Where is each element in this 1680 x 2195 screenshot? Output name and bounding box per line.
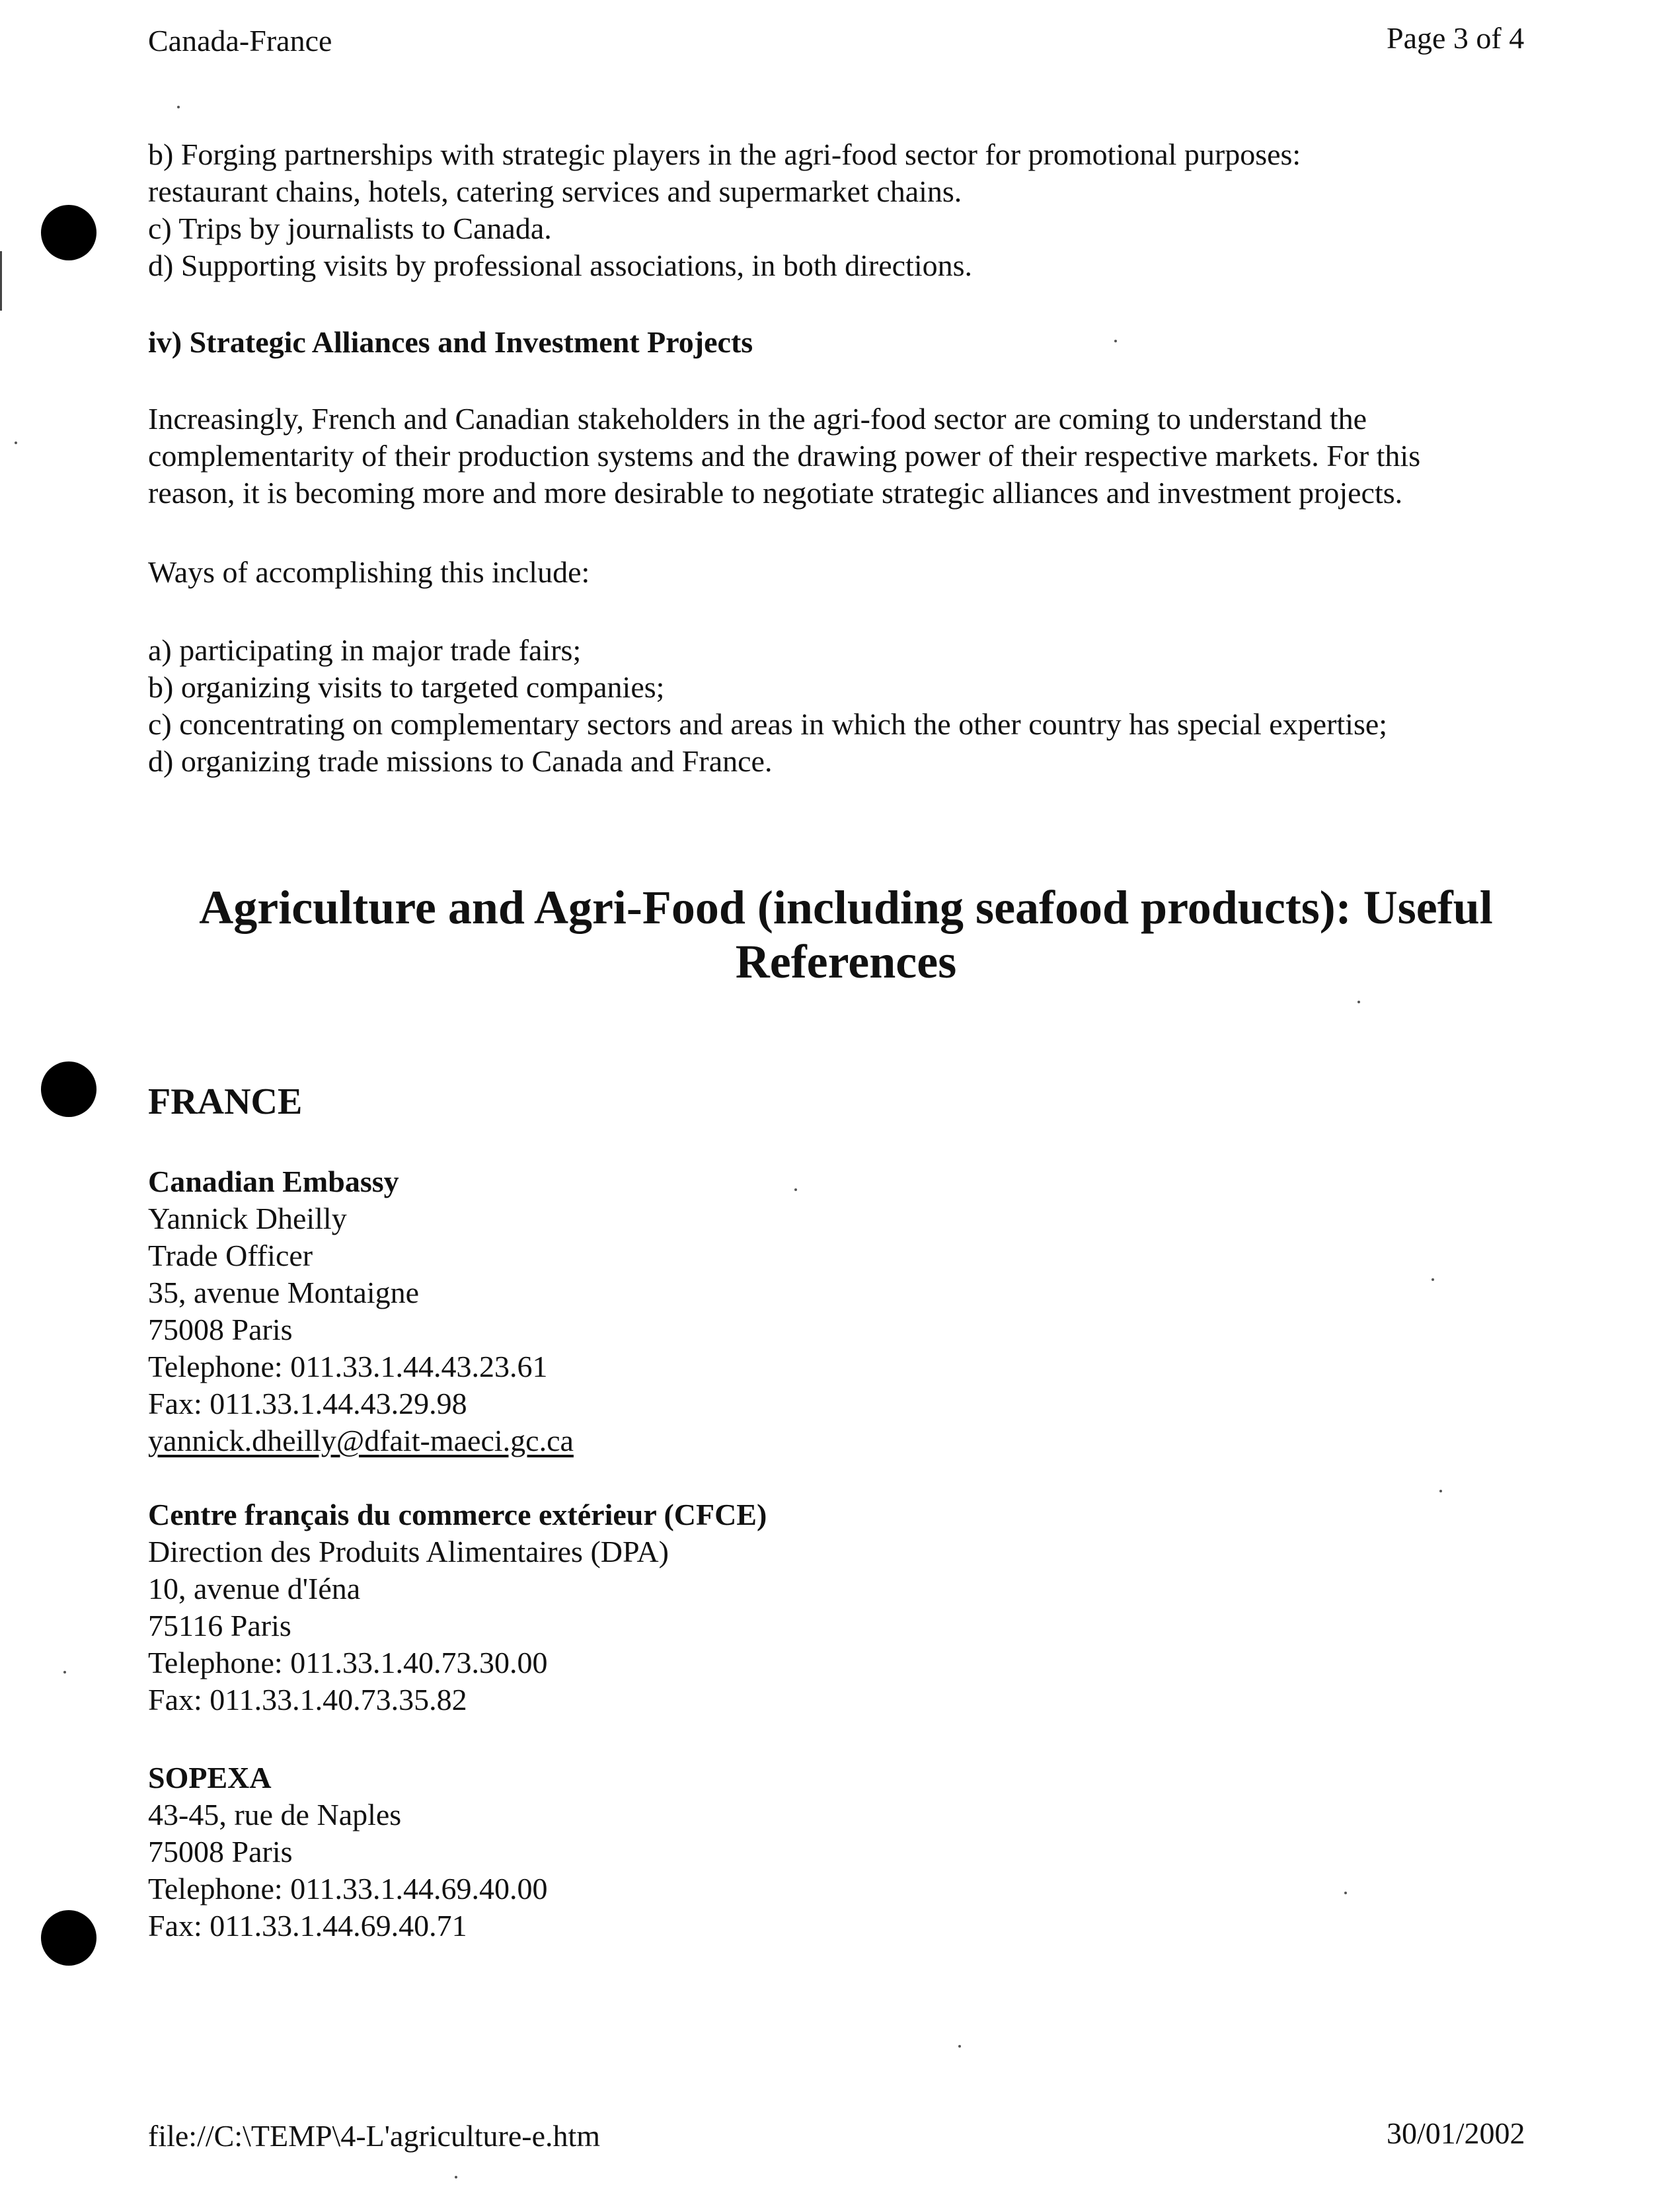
- ways-intro: Ways of accomplishing this include:: [148, 555, 590, 589]
- punch-hole-top: [41, 205, 96, 260]
- scan-speck: [15, 442, 17, 444]
- contact-name: SOPEXA: [148, 1761, 272, 1794]
- scan-speck: [1344, 1892, 1347, 1894]
- contact-line: 43-45, rue de Naples: [148, 1798, 402, 1831]
- contact-line: Trade Officer: [148, 1239, 313, 1272]
- contact-line: Telephone: 011.33.1.40.73.30.00: [148, 1646, 548, 1679]
- footer-file-path: file://C:\TEMP\4-L'agriculture-e.htm: [148, 2119, 601, 2153]
- ways-list-item: d) organizing trade missions to Canada and France.: [148, 744, 773, 778]
- section-iv-paragraph: [148, 401, 1420, 512]
- scan-speck: [794, 1188, 797, 1191]
- contact-line: Yannick Dheilly: [148, 1202, 347, 1235]
- ways-list-item: c) concentrating on complementary sectors and areas in which the other country has special expertise;: [148, 707, 1388, 741]
- intro-list: [148, 136, 1301, 284]
- scan-edge-mark: [0, 251, 2, 311]
- contact-name: Canadian Embassy: [148, 1165, 399, 1198]
- references-title-line: Agriculture and Agri-Food (including seafood products): Useful: [199, 881, 1493, 934]
- scan-speck: [63, 1671, 66, 1674]
- contact-line: 10, avenue d'Iéna: [148, 1572, 361, 1605]
- scan-speck: [1432, 1278, 1434, 1281]
- references-title: [119, 880, 1573, 989]
- contact-name: Centre français du commerce extérieur (CFCE): [148, 1498, 767, 1531]
- contact-line: Direction des Produits Alimentaires (DPA): [148, 1535, 669, 1568]
- contact-block-sopexa: [148, 1759, 548, 1945]
- country-heading: FRANCE: [148, 1081, 303, 1122]
- header-page-number: Page 3 of 4: [1387, 21, 1525, 55]
- punch-hole-bottom: [41, 1910, 96, 1966]
- contact-line: Telephone: 011.33.1.44.43.23.61: [148, 1350, 548, 1383]
- contact-line: 75116 Paris: [148, 1609, 291, 1642]
- scan-speck: [1114, 340, 1117, 342]
- intro-list-item: c) Trips by journalists to Canada.: [148, 212, 552, 245]
- intro-list-item: b) Forging partnerships with strategic players in the agri-food sector for promotional purposes:: [148, 137, 1301, 171]
- footer-date: 30/01/2002: [1387, 2116, 1525, 2150]
- paragraph-line: complementarity of their production systems and the drawing power of their respective markets. For this: [148, 439, 1421, 473]
- contact-line: 35, avenue Montaigne: [148, 1276, 420, 1309]
- contact-line: 75008 Paris: [148, 1313, 293, 1346]
- contact-line: 75008 Paris: [148, 1835, 293, 1868]
- scan-speck: [1439, 1490, 1442, 1492]
- section-iv-heading: iv) Strategic Alliances and Investment Projects: [148, 325, 753, 359]
- paragraph-line: Increasingly, French and Canadian stakeholders in the agri-food sector are coming to understand the: [148, 402, 1367, 436]
- contact-line: Telephone: 011.33.1.44.69.40.00: [148, 1872, 548, 1906]
- ways-list-item: b) organizing visits to targeted companies;: [148, 670, 665, 704]
- intro-list-item: restaurant chains, hotels, catering services and supermarket chains.: [148, 174, 962, 208]
- ways-list: [148, 632, 1387, 780]
- intro-list-item: d) Supporting visits by professional associations, in both directions.: [148, 249, 973, 282]
- contact-line: Fax: 011.33.1.44.43.29.98: [148, 1387, 467, 1420]
- scan-speck: [1357, 1001, 1360, 1003]
- punch-hole-middle: [41, 1061, 96, 1117]
- contact-block-canadian-embassy: [148, 1163, 574, 1459]
- contact-line: Fax: 011.33.1.40.73.35.82: [148, 1683, 467, 1716]
- scan-speck: [177, 106, 180, 108]
- paragraph-line: reason, it is becoming more and more desirable to negotiate strategic alliances and investment projects.: [148, 476, 1403, 510]
- scan-speck: [958, 2045, 961, 2048]
- contact-block-cfce: [148, 1496, 767, 1718]
- header-document-title: Canada-France: [148, 24, 332, 58]
- references-title-line: References: [735, 935, 957, 988]
- contact-email-link[interactable]: yannick.dheilly@dfait-maeci.gc.ca: [148, 1424, 574, 1457]
- contact-line: Fax: 011.33.1.44.69.40.71: [148, 1909, 467, 1943]
- scan-speck: [455, 2176, 457, 2178]
- ways-list-item: a) participating in major trade fairs;: [148, 633, 582, 667]
